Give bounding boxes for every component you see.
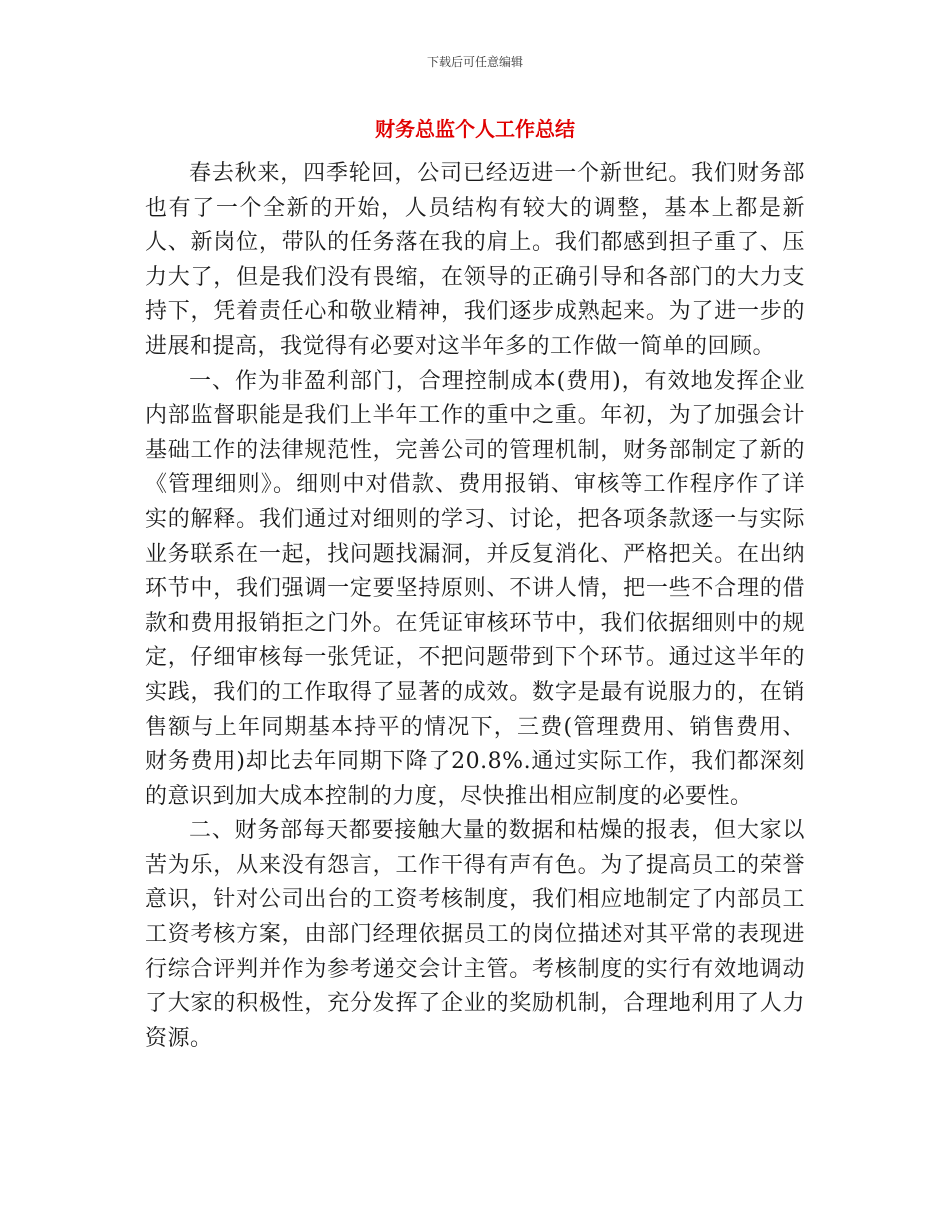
header-note: 下载后可任意编辑 bbox=[426, 55, 523, 69]
paragraph-section-1: 一、作为非盈利部门，合理控制成本(费用)，有效地发挥企业内部监督职能是我们上半年工作的重中之重。年初，为了加强会计基础工作的法律规范性，完善公司的管理机制，财务部制定了新的《管理细则》。细则中对借款、费用报销、审核等工作程序作了详实的解释。我们通过对细则的学习、讨论，把各项条款逐一与实际业务联系在一起，找问题找漏洞，并反复消化、严格把关。在出纳环节中，我们强调一定要坚持原则、不讲人情，把一些不合理的借款和费用报销拒之门外。在凭证审核环节中，我们依据细则中的规定，仔细审核每一张凭证，不把问题带到下个环节。通过这半年的实践，我们的工作取得了显著的成效。数字是最有说服力的，在销售额与上年同期基本持平的情况下，三费(管理费用、销售费用、财务费用)却比去年同期下降了20.8%.通过实际工作，我们都深刻的意识到加大成本控制的力度，尽快推出相应制度的必要性。 bbox=[145, 368, 805, 809]
paragraph-intro: 春去秋来，四季轮回，公司已经迈进一个新世纪。我们财务部也有了一个全新的开始，人员结构有较大的调整，基本上都是新人、新岗位，带队的任务落在我的肩上。我们都感到担子重了、压力大了，但是我们没有畏缩，在领导的正确引导和各部门的大力支持下，凭着责任心和敬业精神，我们逐步成熟起来。为了进一步的进展和提高，我觉得有必要对这半年多的工作做一简单的回顾。 bbox=[145, 161, 805, 359]
document-title: 财务总监个人工作总结 bbox=[375, 117, 575, 141]
paragraph-section-2: 二、财务部每天都要接触大量的数据和枯燥的报表，但大家以苦为乐，从来没有怨言，工作干得有声有色。为了提高员工的荣誉意识，针对公司出台的工资考核制度，我们相应地制定了内部员工工资考核方案，由部门经理依据员工的岗位描述对其平常的表现进行综合评判并作为参考递交会计主管。考核制度的实行有效地调动了大家的积极性，充分发挥了企业的奖励机制，合理地利用了人力资源。 bbox=[145, 818, 805, 1051]
document-body bbox=[145, 157, 805, 1056]
